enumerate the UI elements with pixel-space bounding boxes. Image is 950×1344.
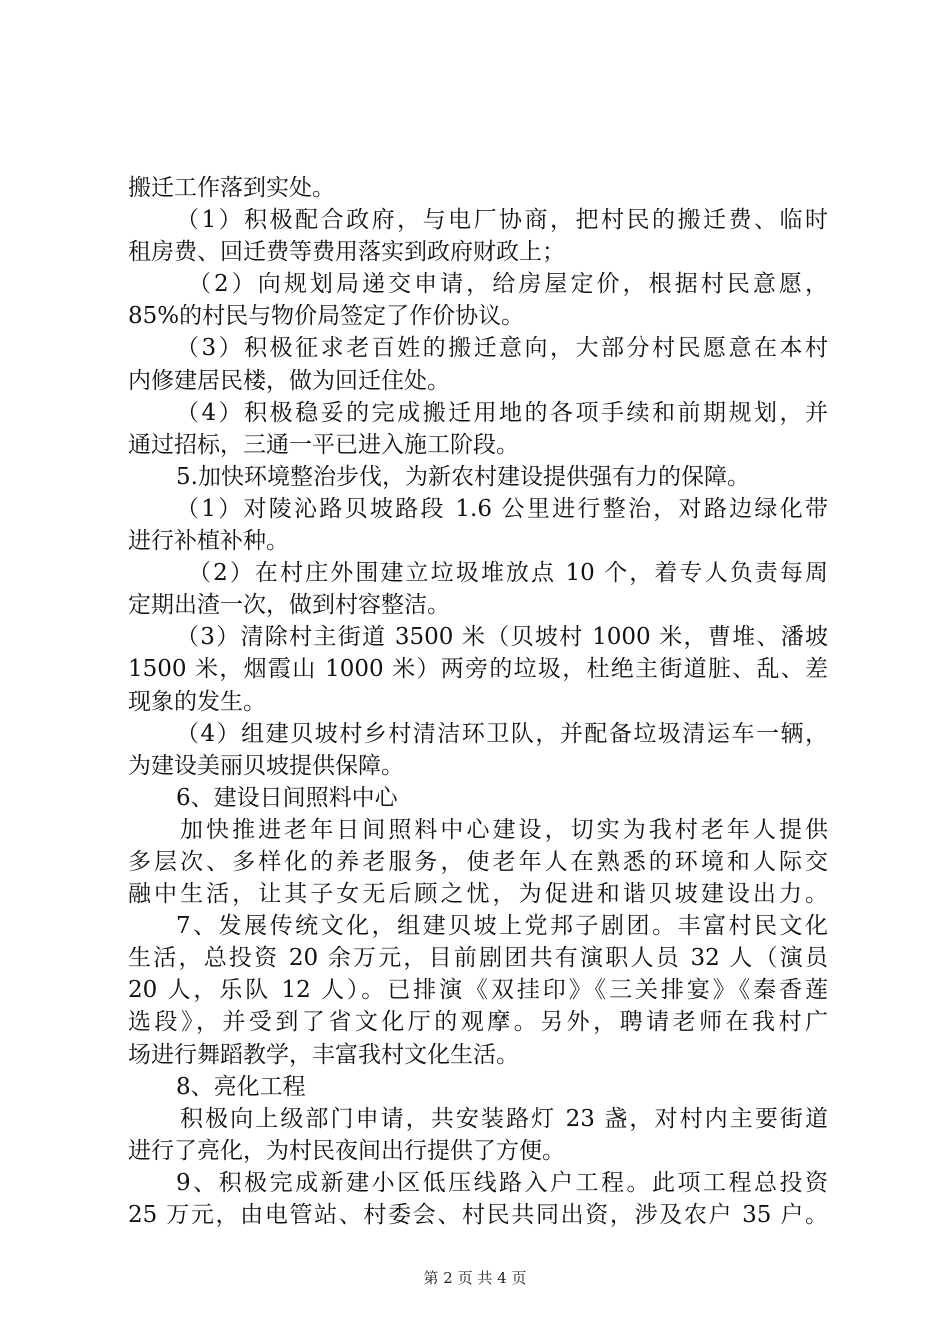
- text-line: （1）积极配合政府，与电厂协商，把村民的搬迁费、临时: [176, 207, 828, 234]
- text-line: 生活，总投资 20 余万元，目前剧团共有演职人员 32 人（演员: [128, 945, 828, 972]
- text-line: 1500 米，烟霞山 1000 米）两旁的垃圾，杜绝主街道脏、乱、差: [128, 656, 828, 683]
- text-line: 7、发展传统文化，组建贝坡上党邦子剧团。丰富村民文化: [176, 913, 828, 940]
- document-body: [128, 172, 828, 1231]
- text-line: 定期出渣一次，做到村容整洁。: [128, 592, 450, 619]
- text-line: （4）组建贝坡村乡村清洁环卫队，并配备垃圾清运车一辆，: [176, 720, 828, 747]
- text-line: 融中生活，让其子女无后顾之忧，为促进和谐贝坡建设出力。: [128, 881, 828, 908]
- text-line: （3）积极征求老百姓的搬迁意向，大部分村民愿意在本村: [176, 335, 828, 362]
- text-line: 9、积极完成新建小区低压线路入户工程。此项工程总投资: [176, 1169, 828, 1196]
- text-line: 通过招标，三通一平已进入施工阶段。: [128, 431, 519, 458]
- text-line: 85%的村民与物价局签定了作价协议。: [128, 303, 525, 330]
- text-line: 加快推进老年日间照料中心建设，切实为我村老年人提供: [180, 816, 828, 843]
- text-line: （3）清除村主街道 3500 米（贝坡村 1000 米，曹堆、潘坡: [176, 624, 828, 651]
- text-line: （2）在村庄外围建立垃圾堆放点 10 个，着专人负责每周: [188, 560, 828, 587]
- text-line: 内修建居民楼，做为回迁住处。: [128, 367, 450, 394]
- text-line: 积极向上级部门申请，共安装路灯 23 盏，对村内主要街道: [180, 1105, 828, 1132]
- text-line: （4）积极稳妥的完成搬迁用地的各项手续和前期规划，并: [176, 399, 828, 426]
- text-line: 租房费、回迁费等费用落实到政府财政上；: [128, 239, 565, 266]
- text-line: 为建设美丽贝坡提供保障。: [128, 752, 404, 779]
- text-line: 搬迁工作落到实处。: [128, 175, 335, 201]
- text-line: 6、建设日间照料中心: [176, 784, 398, 811]
- text-line: 进行了亮化，为村民夜间出行提供了方便。: [128, 1137, 565, 1164]
- text-line: 场进行舞蹈教学，丰富我村文化生活。: [128, 1041, 519, 1068]
- text-line: 25 万元，由电管站、村委会、村民共同出资，涉及农户 35 户。: [128, 1202, 828, 1228]
- text-line: 8、亮化工程: [176, 1073, 306, 1100]
- text-line: 多层次、多样化的养老服务，使老年人在熟悉的环境和人际交: [128, 848, 828, 875]
- text-line: 现象的发生。: [128, 688, 266, 715]
- text-line: 进行补植补种。: [128, 528, 289, 555]
- text-line: 选段》，并受到了省文化厅的观摩。另外，聘请老师在我村广: [128, 1009, 828, 1036]
- page-footer: 第 2 页 共 4 页: [423, 1269, 527, 1287]
- text-line: 5.加快环境整治步伐，为新农村建设提供强有力的保障。: [176, 463, 750, 490]
- text-line: 20 人，乐队 12 人）。已排演《双挂印》《三关排宴》《秦香莲: [128, 977, 828, 1004]
- text-line: （1）对陵沁路贝坡路段 1.6 公里进行整治，对路边绿化带: [176, 495, 828, 522]
- text-line: （2）向规划局递交申请，给房屋定价，根据村民意愿，: [188, 271, 828, 298]
